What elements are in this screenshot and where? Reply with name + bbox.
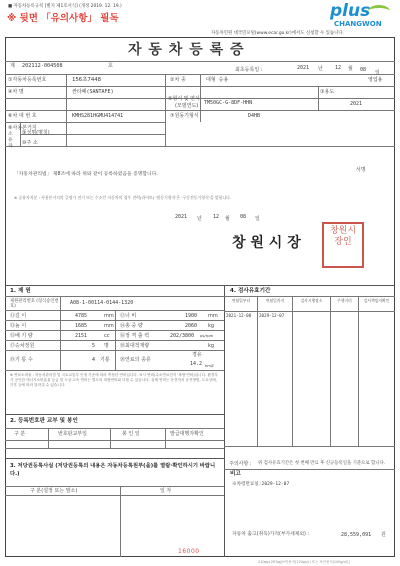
- reg-no-value: 156초7448: [72, 77, 101, 83]
- issue-year-label: 년: [197, 216, 202, 222]
- first-reg-month-label: 월: [348, 66, 353, 72]
- plate-seal-header: 봉 인 일: [122, 431, 140, 437]
- power-unit: ps/rpm: [200, 333, 214, 338]
- first-reg-month: 12: [335, 65, 342, 71]
- serial-number: 16000: [178, 548, 200, 555]
- lien-category-header: 구 분(설정 또는 말소): [30, 488, 78, 494]
- cylinders-value: 4: [92, 357, 96, 363]
- portal-text: 자동차민원 대국민포털(www.ecar.go.kr)에서도 신청할 수 있습니다.: [211, 31, 344, 36]
- approval-label: 제원관리번호 (형식승인번호): [10, 299, 59, 309]
- model-sub-label: (모델연도): [175, 103, 199, 109]
- owner-addr-label: ⑩주 소: [22, 140, 38, 146]
- first-reg-year: 2021: [297, 65, 310, 71]
- width-value: 1900: [185, 313, 198, 319]
- model-year-value: 2021: [350, 101, 363, 107]
- owner-label: 소유자: [8, 132, 13, 149]
- type-value: 대형 승용: [206, 77, 229, 83]
- displacement-unit: cc: [104, 333, 110, 339]
- lien-date-header: 일 자: [160, 488, 172, 494]
- official-seal-icon: 창원시장인: [322, 222, 364, 268]
- fuel-value: 경유: [192, 352, 202, 358]
- price-value: 28,559,091: [341, 532, 372, 538]
- legal-text: 「자동차관리법」 제8조에 따라 위와 같이 등록하였음을 증명합니다.: [14, 172, 158, 177]
- price-label: 자동차 출고(취득)가격(부가세제외) :: [232, 532, 310, 537]
- type-label: ②차 종: [170, 77, 186, 83]
- first-reg-year-label: 년: [318, 66, 323, 72]
- first-reg-day-label: 일: [375, 70, 380, 76]
- changwon-logo: [328, 2, 394, 30]
- doc-no-label: 제: [10, 63, 15, 69]
- paper-spec: 210㎜×297㎜[보안용지(120g/㎡) 또는 보안용지(100g/㎡)]: [258, 560, 350, 564]
- plate-category-header: 구 분: [14, 431, 26, 437]
- base-label: ⑧사용본거지: [8, 125, 37, 131]
- height-value: 1685: [75, 323, 88, 329]
- specs-title: 1. 제 원: [10, 288, 31, 294]
- inspection-header-cell: 주행거리: [337, 298, 352, 303]
- issue-year: 2021: [175, 214, 188, 220]
- inspection-header-cell: 검사책임자확인: [363, 298, 390, 303]
- issue-month: 12: [213, 214, 220, 220]
- displacement-value: 2151: [75, 333, 88, 339]
- logo-changwon-text: CHANGWON: [334, 20, 382, 28]
- doc-no-suffix: 호: [108, 63, 113, 69]
- specs-note: ※ 연료소비율 : 자동차관리법 및 국토교통부 인정 기준에 따라 측정한 연비입니다. 표시 연비(수소연료전지 '복합'연비)입니다. 환경부가 공인한 에너지소비효율 등급 및 도심·고속 연비는 별도의 복합연비와 다를 수 있습니다. 실제 연비는 운전자의 운전방법, 도로상태, 기후 등에 따라 달라질 수 있습니다.: [10, 373, 218, 388]
- total-weight-unit: kg: [208, 323, 215, 329]
- vin-value: KMHS281HGMU414741: [72, 113, 124, 119]
- owner-name-label: ⑨성명(명칭): [22, 130, 50, 136]
- max-load-unit: kg: [208, 343, 215, 349]
- capacity-value: 5: [92, 343, 96, 349]
- efficiency-unit: km/ℓ: [205, 363, 214, 368]
- engine-value: D4HB: [248, 113, 261, 119]
- name-label: ④차 명: [8, 89, 24, 95]
- inspection-date-cell: 2021-12-08: [226, 313, 252, 318]
- plate-issue-header: 번호판교부일: [58, 431, 87, 437]
- logo-plus-text: plus: [330, 1, 371, 21]
- cylinders-unit: 기통: [100, 357, 110, 363]
- approval-value: A08-1-00114-0144-1320: [70, 300, 134, 306]
- issue-month-label: 월: [225, 216, 230, 222]
- doc-number: 202112-004508: [22, 63, 63, 69]
- name-value: 싼타페(SANTAFE): [72, 89, 114, 95]
- length-label: ⑪길 이: [10, 313, 27, 319]
- model-value: TM50GC-G-8DF-HHN: [204, 100, 253, 106]
- length-unit: mm: [104, 313, 114, 319]
- cylinders-label: ⑲기 통 수: [10, 357, 33, 363]
- capacity-label: ⑰승차정원: [10, 343, 35, 349]
- displacement-label: ⑮배 기 량: [10, 333, 33, 339]
- signature-label: 서명: [356, 167, 366, 173]
- fuel-label: ⑳연료의 종류: [120, 357, 151, 363]
- issuer-name: 창 원 시 장: [232, 235, 301, 251]
- attention-text: 위 검사유효기간은 첫 번째 만료 후 신규등록일을 기준으로 합니다.: [258, 461, 386, 466]
- inspection-header-cell: 연월일까지: [265, 298, 285, 303]
- document-title: 자 동 차 등 록 증: [128, 42, 245, 58]
- total-weight-value: 2060: [185, 323, 198, 329]
- plate-title: 2. 등록번호판 교부 및 봉인: [10, 418, 78, 424]
- issue-day-label: 일: [255, 216, 260, 222]
- length-value: 4785: [75, 313, 88, 319]
- width-unit: mm: [208, 313, 218, 319]
- max-load-label: ⑱최대적재량: [120, 343, 150, 349]
- first-reg-day: 08: [360, 67, 367, 73]
- width-label: ⑫너 비: [120, 313, 137, 319]
- remarks-value: ※차령만료일:2029-12-07: [232, 482, 290, 487]
- notice-text: ※ 뒷면 「유의사항」 필독: [7, 13, 119, 24]
- capacity-unit: 명: [104, 343, 109, 349]
- engine-label: ⑦원동기형식: [170, 113, 199, 119]
- price-unit: 원: [381, 532, 386, 538]
- small-note: ※ 공유자지분 : 사용본거지의 증명가 전기 또는 수소인 자동차의 경우 전력(라이트) '원동기형식'은 '구동전동기형식'을 말합니다.: [14, 195, 232, 200]
- inspection-header-cell: 연월일부터: [231, 298, 251, 303]
- height-unit: mm: [104, 323, 114, 329]
- inspection-date-cell: 2029-12-07: [259, 313, 285, 318]
- attention-label: 주의사항 :: [229, 461, 252, 467]
- efficiency-value: 14.2: [190, 361, 203, 367]
- inspection-header-cell: 검사시행장소: [300, 298, 323, 303]
- inspection-title: 4. 검사유효기간: [230, 288, 271, 294]
- height-label: ⑬높 이: [10, 323, 27, 329]
- logo-swoosh-icon: [368, 5, 390, 18]
- vin-label: ⑥차 대 번 호: [8, 113, 37, 119]
- power-label: ⑯정 격 출 력: [120, 333, 150, 339]
- issue-day: 08: [240, 214, 247, 220]
- plate-agent-header: 발급대행자확인: [170, 431, 204, 437]
- remarks-label: 비고: [230, 471, 241, 477]
- lien-title: 3. 저당권등록사실 (저당권등록의 내용은 자동차등록원부(을)를 열람·확인하시기 바랍니다.): [10, 463, 216, 477]
- law-reference: ■ 자동차등록규칙 [별지 제1호서식] (개정 2019. 12. 19.): [8, 4, 122, 9]
- purpose-value: 영업용: [368, 77, 383, 83]
- reg-no-label: ①자동차등록번호: [8, 77, 47, 83]
- power-value: 202/3800: [170, 333, 195, 339]
- total-weight-label: ⑭총 중 량: [120, 323, 143, 329]
- first-reg-label: 최초등록일 :: [235, 67, 263, 73]
- purpose-label: ③용도: [320, 89, 335, 95]
- model-label: ⑤형식 및 연식: [168, 96, 200, 102]
